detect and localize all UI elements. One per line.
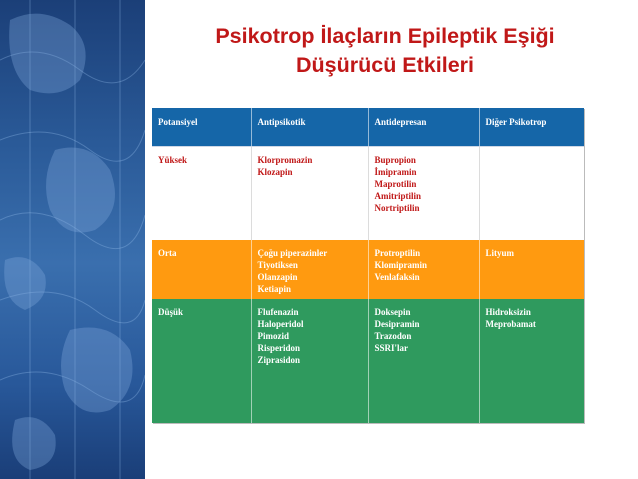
drug-name: Flufenazin bbox=[257, 307, 299, 317]
drug-name: Klozapin bbox=[257, 167, 293, 177]
seizure-threshold-table bbox=[152, 108, 584, 423]
cell-diger-low bbox=[479, 299, 584, 423]
drug-name: Olanzapin bbox=[257, 272, 298, 282]
drug-name: Klorpromazin bbox=[257, 155, 313, 165]
decorative-sidebar bbox=[0, 0, 145, 479]
cell-antidepresan-medium bbox=[368, 240, 479, 299]
cell-antipsikotik-medium bbox=[251, 240, 368, 299]
drug-name: Klomipramin bbox=[374, 260, 428, 270]
header-antipsikotik: Antipsikotik bbox=[251, 108, 368, 147]
cell-level-medium: Orta bbox=[152, 240, 251, 299]
table-row-high bbox=[152, 147, 584, 241]
drug-name: Tiyotiksen bbox=[257, 260, 298, 270]
header-potansiyel: Potansiyel bbox=[152, 108, 251, 147]
drug-name: Protroptilin bbox=[374, 248, 421, 258]
title-line-1: Psikotrop İlaçların Epileptik Eşiği bbox=[215, 24, 555, 48]
drug-name: Pimozid bbox=[257, 331, 289, 341]
drug-name: Çoğu piperazinler bbox=[257, 248, 328, 258]
table-header-row bbox=[152, 108, 584, 147]
drug-name: Nortriptilin bbox=[374, 203, 420, 213]
cell-antipsikotik-low bbox=[251, 299, 368, 423]
drug-name: Ziprasidon bbox=[257, 355, 301, 365]
drug-name: Desipramin bbox=[374, 319, 420, 329]
drug-name: Maprotilin bbox=[374, 179, 417, 189]
cell-antipsikotik-high bbox=[251, 147, 368, 241]
drug-name: Haloperidol bbox=[257, 319, 304, 329]
cell-antidepresan-high bbox=[368, 147, 479, 241]
slide-title bbox=[150, 22, 620, 80]
drug-name: Meprobamat bbox=[485, 319, 536, 329]
drug-name: Amitriptilin bbox=[374, 191, 421, 201]
title-line-2: Düşürücü Etkileri bbox=[295, 53, 474, 77]
table-row-low bbox=[152, 299, 584, 423]
drug-name: Doksepin bbox=[374, 307, 411, 317]
cell-level-high: Yüksek bbox=[152, 147, 251, 241]
drug-name: Hidroksizin bbox=[485, 307, 531, 317]
drug-name: Venlafaksin bbox=[374, 272, 420, 282]
drug-name: Risperidon bbox=[257, 343, 301, 353]
drug-name: Bupropion bbox=[374, 155, 416, 165]
drug-name: Trazodon bbox=[374, 331, 412, 341]
cell-level-low: Düşük bbox=[152, 299, 251, 423]
table-row-medium bbox=[152, 240, 584, 299]
header-antidepresan: Antidepresan bbox=[368, 108, 479, 147]
cell-diger-high bbox=[479, 147, 584, 241]
header-diger-psikotrop: Diğer Psikotrop bbox=[479, 108, 584, 147]
drug-name: Ketiapin bbox=[257, 284, 292, 294]
drug-name: Lityum bbox=[485, 248, 515, 258]
drug-name: SSRI'lar bbox=[374, 343, 409, 353]
world-map-decoration bbox=[0, 0, 145, 479]
cell-diger-medium bbox=[479, 240, 584, 299]
drug-name: İmipramin bbox=[374, 167, 417, 177]
cell-antidepresan-low bbox=[368, 299, 479, 423]
